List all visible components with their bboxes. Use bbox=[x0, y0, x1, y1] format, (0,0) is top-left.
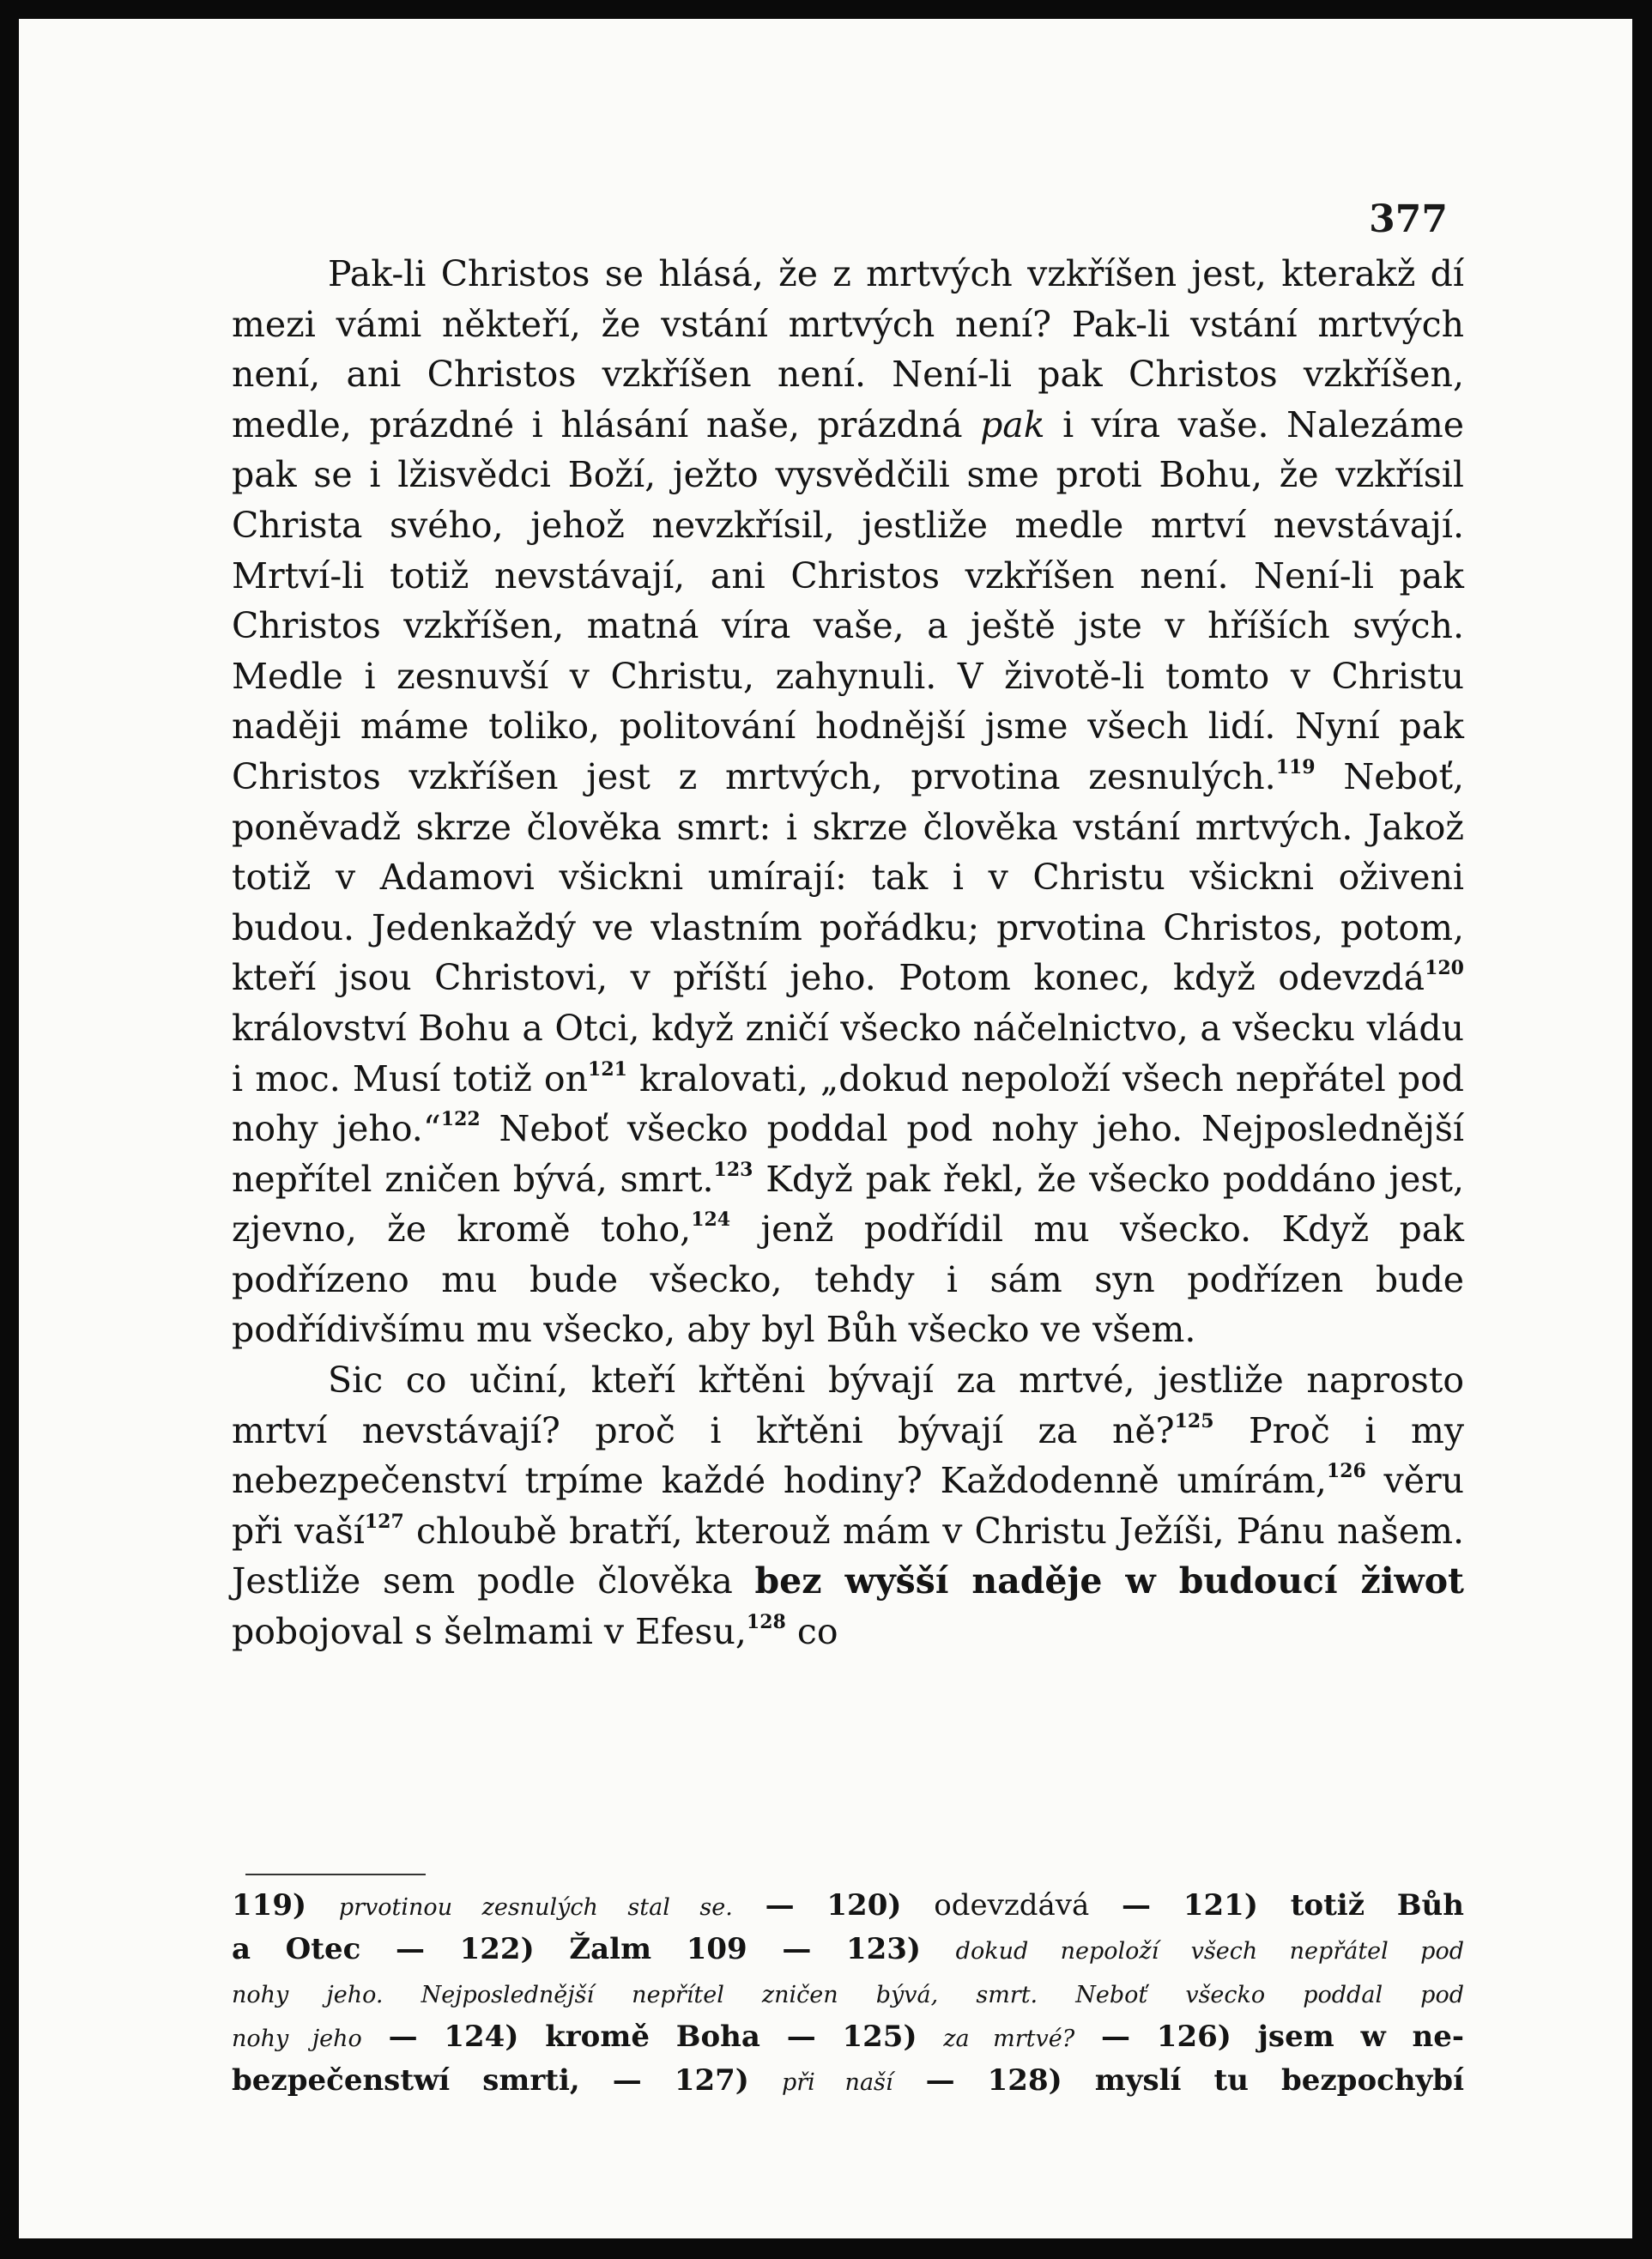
footnote-ref: 125 bbox=[1174, 1409, 1214, 1432]
text-segment: pobojoval s šelmami v Efesu, bbox=[232, 1611, 747, 1653]
footnote-ref: 123 bbox=[713, 1158, 753, 1181]
footnote-line bbox=[232, 1972, 1464, 2016]
text-segment: Neboť všecko poddal pod nohy jeho. Nejposlednější nepřítel zničen bývá, smrt. bbox=[232, 1108, 1464, 1200]
footnote-line bbox=[232, 1885, 1464, 1929]
text-segment: věru při vaší bbox=[232, 1460, 1464, 1552]
footnote-segment: — 124) kromě Boha — 125) bbox=[361, 2020, 944, 2054]
footnote-ref: 120 bbox=[1425, 957, 1464, 980]
footnote-segment: nohy jeho. Nejposlednější nepřítel zničen bývá, smrt. Neboť všecko poddal pod bbox=[232, 1982, 1464, 2008]
book-page bbox=[19, 19, 1632, 2238]
footnote-ref: 124 bbox=[691, 1208, 731, 1232]
page-number: 377 bbox=[1369, 197, 1448, 241]
fraktur-text: bez wyšší naděje w budoucí žiwot bbox=[754, 1560, 1464, 1602]
text-segment: Když pak řekl, že všecko poddáno jest, zjevno, že kromě toho, bbox=[232, 1158, 1464, 1251]
footnote-ref: 121 bbox=[588, 1057, 627, 1081]
main-text bbox=[232, 249, 1464, 1657]
paragraph bbox=[232, 1355, 1464, 1657]
footnote-ref: 127 bbox=[364, 1510, 404, 1533]
text-segment: Sic co učiní, kteří křtěni bývají za mrtvé, jestliže naprosto mrtví nevstávají? proč i křtěni bývají za ně? bbox=[232, 1360, 1464, 1451]
footnote-ref: 126 bbox=[1326, 1460, 1366, 1483]
paragraph bbox=[232, 249, 1464, 1355]
text-segment: království Bohu a Otci, když zničí všecko náčelnictvo, a všecku vládu i moc. Musí totiž on bbox=[232, 1007, 1464, 1099]
footnote-segment: odevzdává bbox=[934, 1888, 1090, 1923]
footnote-segment: — 120) bbox=[732, 1888, 935, 1923]
footnote-segment: bezpečenstwí smrti, — 127) bbox=[232, 2063, 782, 2098]
footnote-line bbox=[232, 2060, 1464, 2104]
text-segment: Pak-li Christos se hlásá, že z mrtvých vzkříšen jest, kterakž dí mezi vámi někteří, že vstání mrtvých není? Pak-li vstání mrtvých není, ani Christos vzkříšen není. Není-li pak Christos vzkříšen, medle, prázdné i hlásání naše, prázdná bbox=[232, 253, 1464, 445]
footnote-ref: 128 bbox=[746, 1611, 786, 1634]
footnote-segment: 119) bbox=[232, 1888, 339, 1923]
italic-text: pak bbox=[980, 403, 1045, 445]
text-segment: i víra vaše. Nalezáme pak se i lžisvědci Boží, ježto vysvědčili sme proti Bohu, že vzkřísil Christa svého, jehož nevzkřísil, jestliže medle mrtví nevstávají. Mrtví-li totiž nevstávají, ani Christos vzkříšen není. Není-li pak Christos vzkříšen, matná víra vaše, a ještě jste v hříších svých. Medle i zesnuvší v Christu, zahynuli. V životě-li tomto v Christu naději máme toliko, politování hodnější jsme všech lidí. Nyní pak Christos vzkříšen jest z mrtvých, prvotina zesnulých. bbox=[232, 403, 1465, 797]
footnote-divider bbox=[245, 1874, 426, 1875]
text-segment: co bbox=[785, 1611, 838, 1653]
footnote-ref: 119 bbox=[1275, 755, 1316, 778]
footnote-segment: dokud nepoloží všech nepřátel pod bbox=[955, 1938, 1464, 1965]
text-segment: jenž podřídil mu všecko. Když pak podřízeno mu bude všecko, tehdy i sám syn podřízen bude podřídivšímu mu všecko, aby byl Bůh všecko ve všem. bbox=[232, 1208, 1464, 1351]
footnote-segment: — 121) totiž Bůh bbox=[1089, 1888, 1464, 1923]
footnotes bbox=[232, 1885, 1464, 2104]
footnote-segment: — 126) jsem w ne- bbox=[1074, 2020, 1464, 2054]
footnote-ref: 122 bbox=[440, 1108, 481, 1131]
footnote-line bbox=[232, 2016, 1464, 2060]
text-segment: Neboť, poněvadž skrze člověka smrt: i skrze člověka vstání mrtvých. Jakož totiž v Adamovi všickni umírají: tak i v Christu všickni oživeni budou. Jedenkaždý ve vlastním pořádku; prvotina Christos, potom, kteří jsou Christovi, v příští jeho. Potom konec, když odevzdá bbox=[232, 755, 1464, 999]
text-segment: chloubě bratří, kterouž mám v Christu Ježíši, Pánu našem. Jestliže sem podle člověka bbox=[232, 1510, 1465, 1602]
footnote-segment: — 128) myslí tu bezpochybí bbox=[893, 2063, 1464, 2098]
footnote-line bbox=[232, 1929, 1464, 1972]
text-segment: kralovati, „dokud nepoloží všech nepřátel pod nohy jeho.“ bbox=[232, 1057, 1464, 1150]
footnote-segment: při naší bbox=[781, 2069, 893, 2096]
footnote-segment: prvotinou zesnulých stal se. bbox=[338, 1894, 733, 1921]
text-segment: Proč i my nebezpečenství trpíme každé hodiny? Každodenně umírám, bbox=[232, 1409, 1464, 1502]
footnote-segment: nohy jeho bbox=[232, 2026, 362, 2052]
footnote-segment: za mrtvé? bbox=[943, 2026, 1075, 2052]
footnote-segment: a Otec — 122) Žalm 109 — 123) bbox=[232, 1932, 956, 1966]
